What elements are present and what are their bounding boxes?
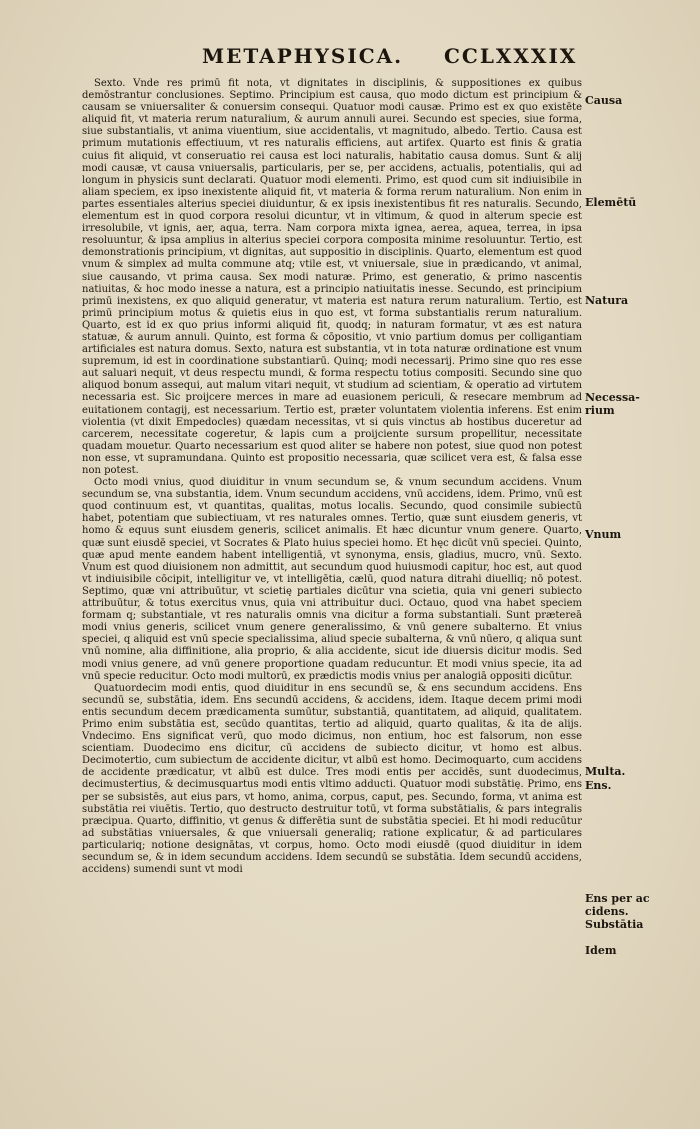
marginal-ens-per-accidens-2: cidens. [585, 905, 629, 918]
marginal-natura: Natura [585, 294, 629, 307]
marginal-vnum: Vnum [585, 528, 622, 541]
folio-number: CCLXXXIX [444, 44, 578, 68]
paragraph-ens: Quatuordecim modi entis, quod diuiditur in ens secundū se, & ens secundum accidens. Ens secundū se, substātia, idem. Ens secundū accidens, & accidens, idem. Itaque decem primi modi entis secundum decem prædicamenta sumūtur, substantiā, quantitatem, ad aliquid, qualitatem. Primo enim substātia est, secūdo quantitas, tertio ad aliquid, quarto qualitas, & ita de alijs. Vndecimo. Ens significat verū, quo modo dicimus, non entium, hoc est falsorum, non esse scientiam. Duodecimo ens dicitur, cū accidens de subiecto dicitur, vt homo est albus. Decimotertio, cum subiectum de accidente dicitur, vt albū est homo. Decimoquarto, cum accidens de accidente prædicatur, vt albū est dulce. Tres modi entis per accidēs, sunt duodecimus, decimustertius, & decimusquartus modi entis vltimo adducti. Quatuor modi substātię. Primo, ens per se subsistēs, aut eius pars, vt homo, anima, corpus, caput, pes. Secundo, forma, vt anima est substātia rei viuētis. Tertio, quo destructo destruitur totū, vt forma substātialis, & pars integralis præcipua. Quarto, diffinitio, vt genus & differētia sunt de substātia speciei. Et hi modi reducūtur ad substātias vniuersales, & que vniuersali generaliq; ratione explicatur, & ad particulares particulariq; notione designātas, vt corpus, homo. Octo modi eiusdē (quod diuiditur in idem secundum se, & in idem secundum accidens. Idem secundū se substātia. Idem secundū accidens, accidens) sumendi sunt vt modi [82, 682, 582, 876]
marginal-necessarium-1: Necessa- [585, 391, 640, 404]
marginal-substantia: Substātia [585, 918, 644, 931]
main-text-block [82, 78, 582, 1028]
marginal-elementum: Elemētū [585, 196, 637, 209]
marginal-idem: Idem [585, 944, 617, 957]
paragraph-causa-elementum-natura: Sexto. Vnde res primū fit nota, vt dignitates in disciplinis, & suppositiones ex quibus demōstrantur conclusiones. Septimo. Principium est causa, quo modo dictum est principium & causam se vniuersaliter & conuersim consequi. Quatuor modi causæ. Primo est ex quo existēte aliquid fit, vt materia rerum naturalium, & aurum annuli aurei. Secundo est species, siue forma, siue substantialis, vt anima viuentium, siue accidentalis, vt magnitudo, albedo. Tertio. Causa est primum mutationis effectiuum, vt res naturalis efficiens, aut artifex. Quarto est finis & gratia cuius fit aliquid, vt conseruatio rei causa est loci naturalis, habitatio causa domus. Sunt & alij modi causæ, vt causa vniuersalis, particularis, per se, per accidens, actualis, potentialis, qui ad longum in physicis sunt declarati. Quatuor modi elementi. Primo, est quod cum sit indiuisibile in aliam speciem, ex ipso inexistente aliquid fit, vt materia & forma rerum naturalium. Non enim in partes essentiales alterius speciei diuiduntur, & ex ipsis inexistentibus fit res naturalis. Secundo, elementum est in quod corpora resolui dicuntur, vt in vltimum, & quod in alterum specie est irresolubile, vt ignis, aer, aqua, terra. Nam corpora mixta ignea, aerea, aquea, terrea, in ipsa resoluuntur, & ipsa amplius in alterius speciei corpora composita minime resoluuntur. Tertio, est demonstrationis principium, vt dignitas, aut suppositio in disciplinis. Quarto, elementum est quod vnum & simplex ad multa commune atq; vtile est, vt vniuersale, siue in prædicando, vt animal, siue causando, vt prima causa. Sex modi naturæ. Primo, est generatio, & primo nascentis natiuitas, & hoc modo inesse a natura, est a principio natiuitatis inesse. Secundo, est principium primū inexistens, ex quo aliquid generatur, vt materia est natura rerum naturalium. Tertio, est primū principium motus & quietis eius in quo est, vt forma substantialis rerum naturalium. Quarto, est id ex quo prius informi aliquid fit, quodq; in naturam formatur, vt æs est natura statuæ, & aurum annuli. Quinto, est forma & cōpositio, vt vnio partium domus per colligantiam artificiales est natura domus. Sexto, natura est substantia, vt in tota naturæ ordinatione est vnum supremum, id est in coordinatione substantiarū. Quinq; modi necessarij. Primo sine quo res esse aut saluari nequit, vt deus respectu mundi, & forma respectu totius compositi. Secundo sine quo aliquod bonum assequi, aut malum vitari nequit, vt studium ad scientiam, & operatio ad virtutem necessaria est. Sic proijcere merces in mare ad euasionem periculi, & resecare membrum ad euitationem contagij, est necessarium. Tertio est, præter voluntatem violentia inferens. Est enim violentia (vt dixit Empedocles) quædam necessitas, vt si quis vinctus ab hostibus duceretur ad carcerem, necessitate cogeretur, & lapis cum a proijciente sursum propellitur, necessitate quadam mouetur. Quarto necessarium est quod aliter se habere non potest, siue quod non potest non esse, vt supramundana. Quinto est propositio necessaria, quæ scilicet vera est, & falsa esse non potest. [82, 78, 582, 476]
running-title: METAPHYSICA. [202, 44, 404, 68]
marginal-necessarium-2: rium [585, 404, 615, 417]
marginal-causa: Causa [585, 94, 623, 107]
paragraph-vnum: Octo modi vnius, quod diuiditur in vnum secundum se, & vnum secundum accidens. Vnum secundum se, vna substantia, idem. Vnum secundum accidens, vnū accidens, idem. Primo, vnū est quod continuum est, vt quantitas, qualitas, motus localis. Secundo, quod consimile subiectū habet, potentiam que subiectiuam, vt res naturales omnes. Tertio, quæ sunt eiusdem generis, vt homo & equus sunt eiusdem generis, scilicet animalis. Et hæc dicuntur vnum genere. Quarto, quæ sunt eiusdē speciei, vt Socrates & Plato huius speciei homo. Et hęc dicūt vnū speciei. Quinto, quæ apud mente eandem habent intelligentiā, vt synonyma, ensis, gladius, mucro, vnū. Sexto. Vnum est quod diuisionem non admittit, aut secundum quod huiusmodi capitur, hoc est, aut quod vt indiuisibile cōcipit, intelligitur ve, vt intelligētia, cælū, quod natura ditrahi diuelliq; nō potest. Septimo, quæ vni attribuūtur, vt scietię partiales dicūtur vna scietia, quia vni generi subiecto attribuūtur, & totus exercitus vnus, quia vni attribuitur duci. Octauo, quod vna habet speciem formam q; substantiale, vt res naturalis omnis vna dicitur a forma substantiali. Sunt prætereā modi vnius generis, scilicet vnum genere generalissimo, & vnū genere subalterno. Et vnius speciei, q aliquid est vnū specie specialissima, aliud specie subalterna, & vnū nūero, q aliqua sunt vnū nomine, alia diffinitione, alia proprio, & alia accidente, sicut ide diuersis dicitur modis. Sed modi vnius genere, ad vnū genere proportione quadam reducuntur. Et modi vnius specie, ita ad vnū specie reducitur. Octo modi multorū, ex prædictis modis vnius per analogiā oppositi dicūtur. [82, 477, 582, 682]
marginal-multa: Multa. [585, 765, 626, 778]
marginal-ens: Ens. [585, 779, 612, 792]
marginal-ens-per-accidens-1: Ens per ac [585, 892, 650, 905]
